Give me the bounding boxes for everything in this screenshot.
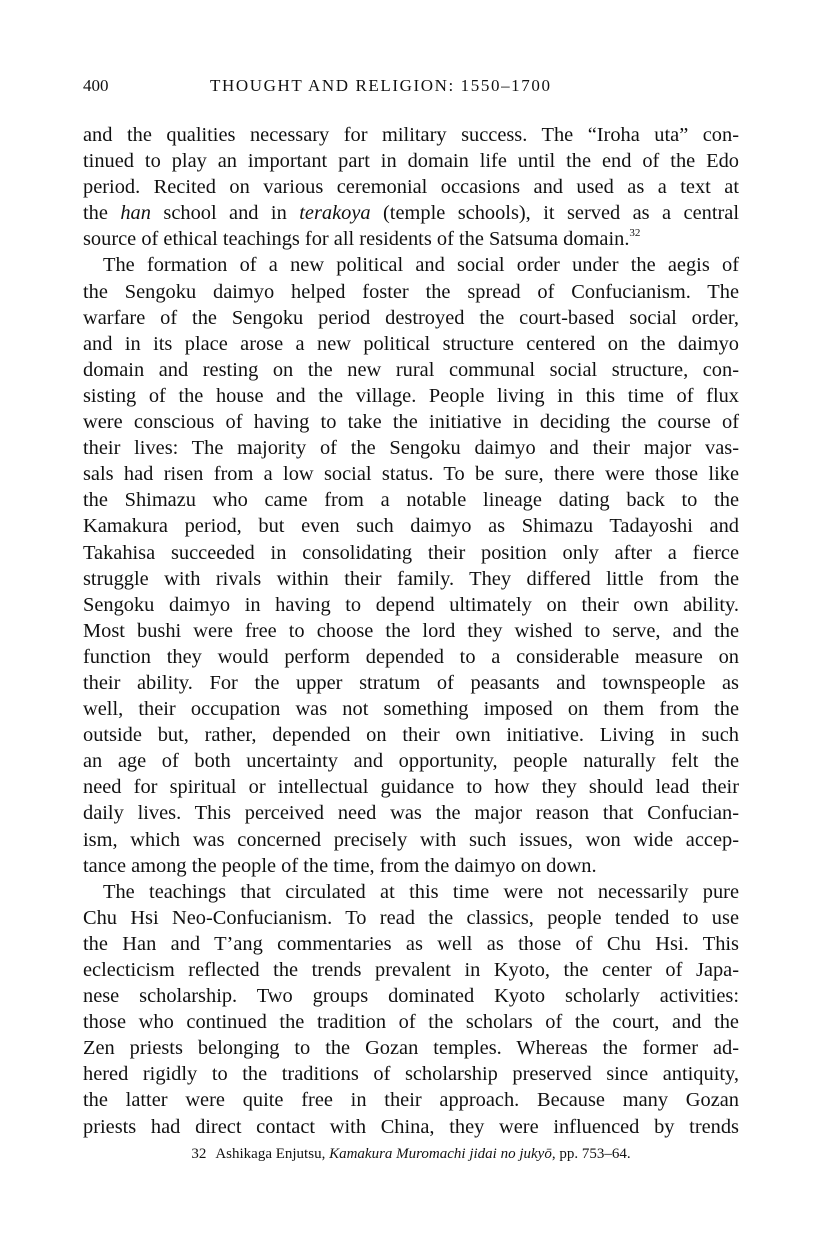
text-line: hered rigidly to the traditions of scholarship preserved since antiquity, (83, 1063, 739, 1086)
text-line: nese scholarship. Two groups dominated Kyoto scholarly activities: (83, 985, 739, 1008)
text-line: warfare of the Sengoku period destroyed the court-based social order, (83, 306, 739, 329)
footnote-title: Kamakura Muromachi jidai no jukyō (329, 1146, 552, 1162)
running-head (83, 76, 739, 100)
text-line: and the qualities necessary for military success. The “Iroha uta” con- (83, 124, 739, 146)
text-line: The teachings that circulated at this time were not necessarily pure (103, 880, 739, 903)
text-line: Chu Hsi Neo-Confucianism. To read the classics, people tended to use (83, 906, 739, 929)
text-line: source of ethical teachings for all residents of the Satsuma domain.$^{32}$ (83, 227, 641, 251)
text-line: the Sengoku daimyo helped foster the spread of Confucianism. The (83, 280, 739, 303)
text-line: function they would perform depended to a considerable measure on (83, 645, 739, 668)
text-line: Kamakura period, but even such daimyo as Shimazu Tadayoshi and (83, 515, 739, 538)
text-line: the Shimazu who came from a notable lineage dating back to the (83, 489, 739, 512)
footnote (83, 1146, 739, 1163)
text-line: daily lives. This perceived need was the major reason that Confucian- (83, 802, 739, 825)
text-line: domain and resting on the new rural communal social structure, con- (83, 358, 739, 381)
text-line: struggle with rivals within their family. They differed little from the (83, 567, 739, 590)
text-line: the latter were quite free in their approach. Because many Gozan (83, 1089, 739, 1112)
text-line: priests had direct contact with China, they were influenced by trends (83, 1115, 739, 1138)
text-line: eclecticism reflected the trends prevalent in Kyoto, the center of Japa- (83, 959, 739, 981)
text-line: the Han and T’ang commentaries as well as those of Chu Hsi. This (83, 932, 739, 955)
text-line: Most bushi were free to choose the lord they wished to serve, and the (83, 619, 739, 642)
text-line: Takahisa succeeded in consolidating their position only after a fierce (83, 541, 739, 564)
text-line: outside but, rather, depended on their own initiative. Living in such (83, 724, 739, 747)
text-line: sals had risen from a low social status. To be sure, there were those like (83, 463, 739, 486)
text-line: ism, which was concerned precisely with such issues, won wide accep- (83, 828, 739, 851)
text-line: sisting of the house and the village. People living in this time of flux (83, 384, 739, 407)
italic-term: han (120, 202, 151, 225)
body-text (83, 122, 739, 1140)
text-line: those who continued the tradition of the scholars of the court, and the (83, 1011, 739, 1034)
text-line: need for spiritual or intellectual guidance to how they should lead their (83, 776, 739, 799)
text-line: their lives: The majority of the Sengoku daimyo and their major vas- (83, 437, 739, 460)
footnote-author: Ashikaga Enjutsu, (215, 1146, 326, 1162)
chapter-title: THOUGHT AND RELIGION: 1550–1700 (210, 76, 552, 95)
footnote-number: 32 (191, 1146, 207, 1162)
footnote-pages: , pp. 753–64. (551, 1146, 631, 1162)
italic-term: terakoya (299, 202, 371, 225)
text-line: tance among the people of the time, from the daimyo on down. (83, 854, 597, 877)
text-line: tinued to play an important part in domain life until the end of the Edo (83, 150, 739, 173)
page-number: 400 (83, 76, 109, 95)
text-line: The formation of a new political and social order under the aegis of (103, 254, 739, 277)
text-line: the han school and in terakoya (temple schools), it served as a central (83, 202, 740, 225)
footnote-reference[interactable]: 32 (629, 227, 641, 240)
text-line: well, their occupation was not something imposed on them from the (83, 698, 739, 721)
text-line: and in its place arose a new political structure centered on the daimyo (83, 332, 739, 355)
text-line: an age of both uncertainty and opportunity, people naturally felt the (83, 750, 739, 773)
text-line: their ability. For the upper stratum of peasants and townspeople as (83, 671, 739, 694)
text-line: were conscious of having to take the initiative in deciding the course of (83, 411, 739, 434)
text-line: Zen priests belonging to the Gozan temples. Whereas the former ad- (83, 1037, 739, 1060)
text-line: period. Recited on various ceremonial occasions and used as a text at (83, 176, 739, 199)
text-line: Sengoku daimyo in having to depend ultimately on their own ability. (83, 593, 739, 616)
